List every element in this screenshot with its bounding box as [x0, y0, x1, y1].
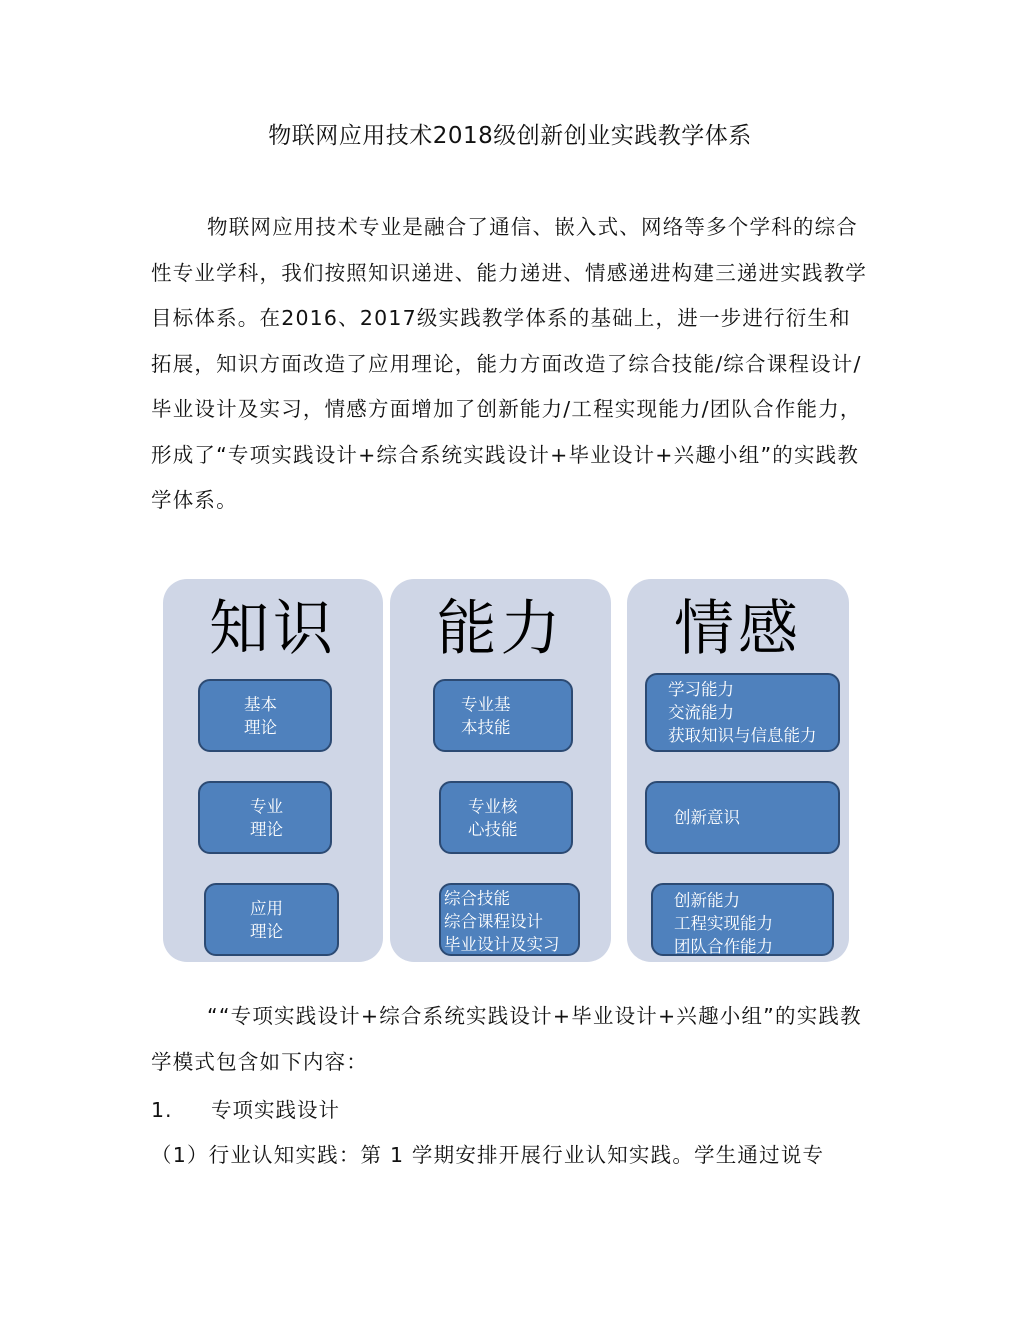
- box-line: 基本: [244, 694, 277, 714]
- section-number: 1.: [151, 1098, 173, 1122]
- box-line: 理论: [244, 717, 277, 737]
- box-line: 专业: [250, 796, 283, 816]
- learning-abilities-box: [645, 673, 840, 752]
- box-line: 创新意识: [674, 808, 740, 827]
- box-line: 获取知识与信息能力: [668, 726, 817, 745]
- innovation-abilities-box: [651, 883, 834, 956]
- basic-theory-box: [198, 679, 332, 752]
- box-line: 工程实现能力: [674, 914, 773, 933]
- list-item: （1）行业认知实践：第 1 学期安排开展行业认知实践。学生通过说专: [151, 1143, 825, 1167]
- knowledge-column: [163, 579, 383, 962]
- box-line: 本技能: [461, 717, 511, 737]
- box-line: 专业基: [461, 694, 511, 714]
- box-line: 心技能: [468, 819, 518, 839]
- section-heading: [151, 1088, 340, 1134]
- intro-paragraph: 物联网应用技术专业是融合了通信、嵌入式、网络等多个学科的综合性专业学科，我们按照知识递进、能力递进、情感递进构建三递进实践教学目标体系。在2016、2017级实践教学体系的基础上，进一步进行衍生和拓展，知识方面改造了应用理论，能力方面改造了综合技能/综合课程设计/毕业设计及实习，情感方面增加了创新能力/工程实现能力/团队合作能力，形成了“专项实践设计+综合系统实践设计+毕业设计+兴趣小组”的实践教学体系。: [151, 215, 868, 512]
- innovation-awareness-box: [645, 781, 840, 854]
- box-line: 团队合作能力: [674, 937, 773, 956]
- page-title: 物联网应用技术2018级创新创业实践教学体系: [268, 123, 752, 149]
- ability-column: [390, 579, 611, 962]
- box-line: 理论: [250, 921, 283, 941]
- section-heading-text: 专项实践设计: [211, 1098, 340, 1122]
- box-line: 创新能力: [674, 891, 740, 910]
- box-line: 应用: [250, 898, 283, 918]
- core-skills-box: [439, 781, 573, 854]
- box-line: 综合课程设计: [444, 912, 543, 931]
- box-line: 综合技能: [444, 889, 510, 908]
- comprehensive-skills-box: [439, 883, 580, 956]
- ability-column-title: 能力: [436, 594, 565, 664]
- box-line: 理论: [250, 819, 283, 839]
- mode-paragraph: ““专项实践设计+综合系统实践设计+毕业设计+兴趣小组”的实践教学模式包含如下内容：: [151, 1004, 862, 1074]
- box-line: 专业核: [468, 796, 518, 816]
- emotion-column-title: 情感: [674, 594, 802, 664]
- box-line: 学习能力: [668, 680, 734, 699]
- knowledge-column-title: 知识: [209, 594, 337, 664]
- box-line: 毕业设计及实习: [444, 935, 560, 954]
- applied-theory-box: [204, 883, 339, 956]
- basic-skills-box: [433, 679, 573, 752]
- emotion-column: [627, 579, 849, 962]
- professional-theory-box: [198, 781, 332, 854]
- three-progression-diagram: [163, 579, 849, 962]
- box-line: 交流能力: [668, 703, 734, 722]
